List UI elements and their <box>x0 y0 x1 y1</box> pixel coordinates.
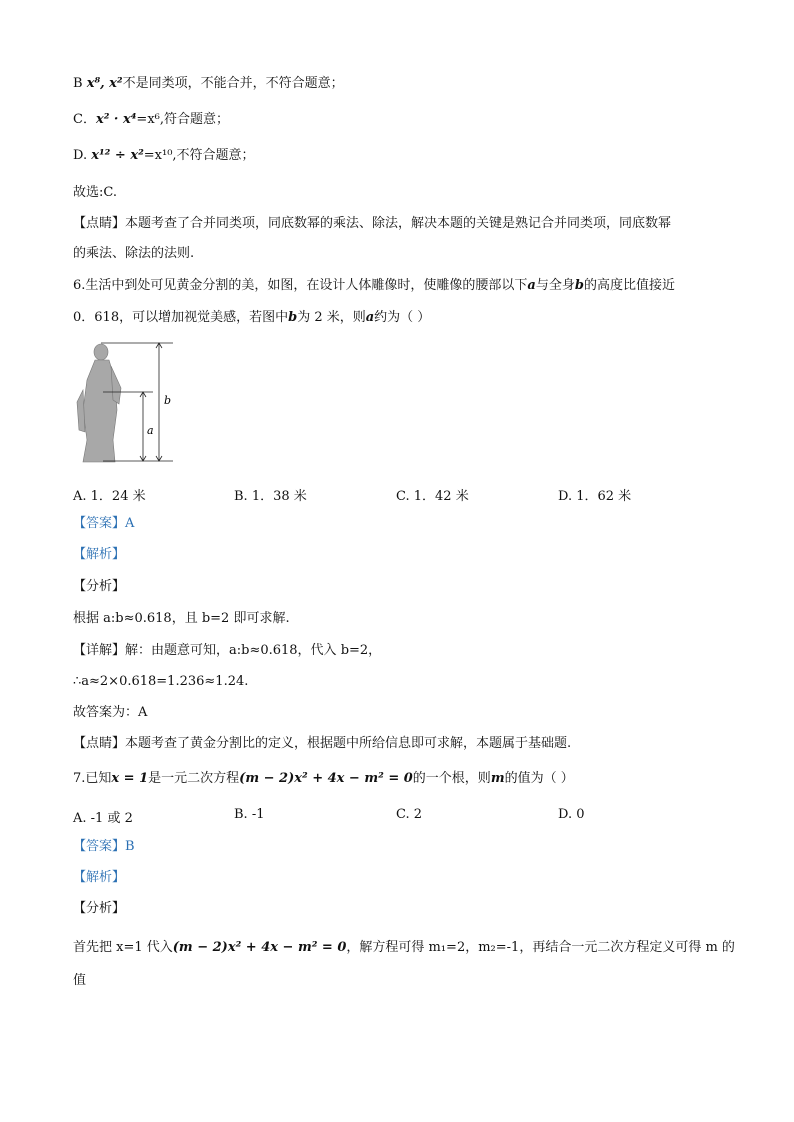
q7-option-c[interactable]: C. 2 <box>396 807 423 822</box>
question-7: 7.已知x = 1是一元二次方程(m − 2)x² + 4x − m² = 0的一个根，则m的值为（ ） <box>73 771 574 786</box>
q7-option-a[interactable]: A. -1 或 2 <box>73 811 133 826</box>
q7-option-b[interactable]: B. -1 <box>234 807 265 822</box>
q6-option-d[interactable]: D. 1．62 米 <box>558 489 632 504</box>
math-expr: x⁸, x² <box>86 76 123 91</box>
detail-line: 【详解】解：由题意可知，a:b≈0.618，代入 b=2， <box>73 643 382 658</box>
first-line: 首先把 x=1 代入(m − 2)x² + 4x − m² = 0，解方程可得 m₁=2，m₂=-1，再结合一元二次方程定义可得 m 的 <box>73 940 735 955</box>
math-expr: x¹² ÷ x² <box>91 148 144 163</box>
analysis-7: 【解析】 <box>73 870 126 885</box>
basis-line: 根据 a:b≈0.618，且 b=2 即可求解. <box>73 611 290 626</box>
statue-figure <box>73 340 183 466</box>
fenxi-7: 【分析】 <box>73 901 126 916</box>
line-option-b: B x⁸, x²不是同类项，不能合并，不符合题意； <box>73 76 344 91</box>
line-option-c: C．x² · x⁴=x⁶,符合题意； <box>73 112 229 127</box>
question-6-line-1: 6.生活中到处可见黄金分割的美，如图，在设计人体雕像时，使雕像的腰部以下a与全身b的高度比值接近 <box>73 278 675 293</box>
q6-option-c[interactable]: C. 1．42 米 <box>396 489 469 504</box>
answer-6: 【答案】A <box>73 516 135 531</box>
answer-7: 【答案】B <box>73 839 135 854</box>
q6-option-b[interactable]: B. 1．38 米 <box>234 489 307 504</box>
choose-line: 故选:C. <box>73 185 117 200</box>
comment-line-1: 【点睛】本题考查了合并同类项，同底数幂的乘法、除法，解决本题的关键是熟记合并同类项，同底数幂 <box>73 216 672 231</box>
last-line: 值 <box>73 973 87 988</box>
q6-option-a[interactable]: A. 1．24 米 <box>73 489 146 504</box>
math-expr: x² · x⁴ <box>95 112 137 127</box>
analysis-6: 【解析】 <box>73 547 126 562</box>
note-line: 【点睛】本题考查了黄金分割比的定义，根据题中所给信息即可求解，本题属于基础题. <box>73 736 572 751</box>
figure-label-b: b <box>164 394 172 407</box>
line-option-d: D. x¹² ÷ x²=x¹⁰,不符合题意； <box>73 148 255 163</box>
final-line: 故答案为：A <box>73 705 148 720</box>
comment-line-2: 的乘法、除法的法则. <box>73 246 195 261</box>
calc-line: ∴a≈2×0.618=1.236≈1.24. <box>73 674 249 689</box>
question-6-line-2: 0．618，可以增加视觉美感，若图中b为 2 米，则a约为（ ） <box>73 310 431 325</box>
q7-option-d[interactable]: D. 0 <box>558 807 585 822</box>
figure-label-a: a <box>147 424 154 437</box>
fenxi-6: 【分析】 <box>73 579 126 594</box>
